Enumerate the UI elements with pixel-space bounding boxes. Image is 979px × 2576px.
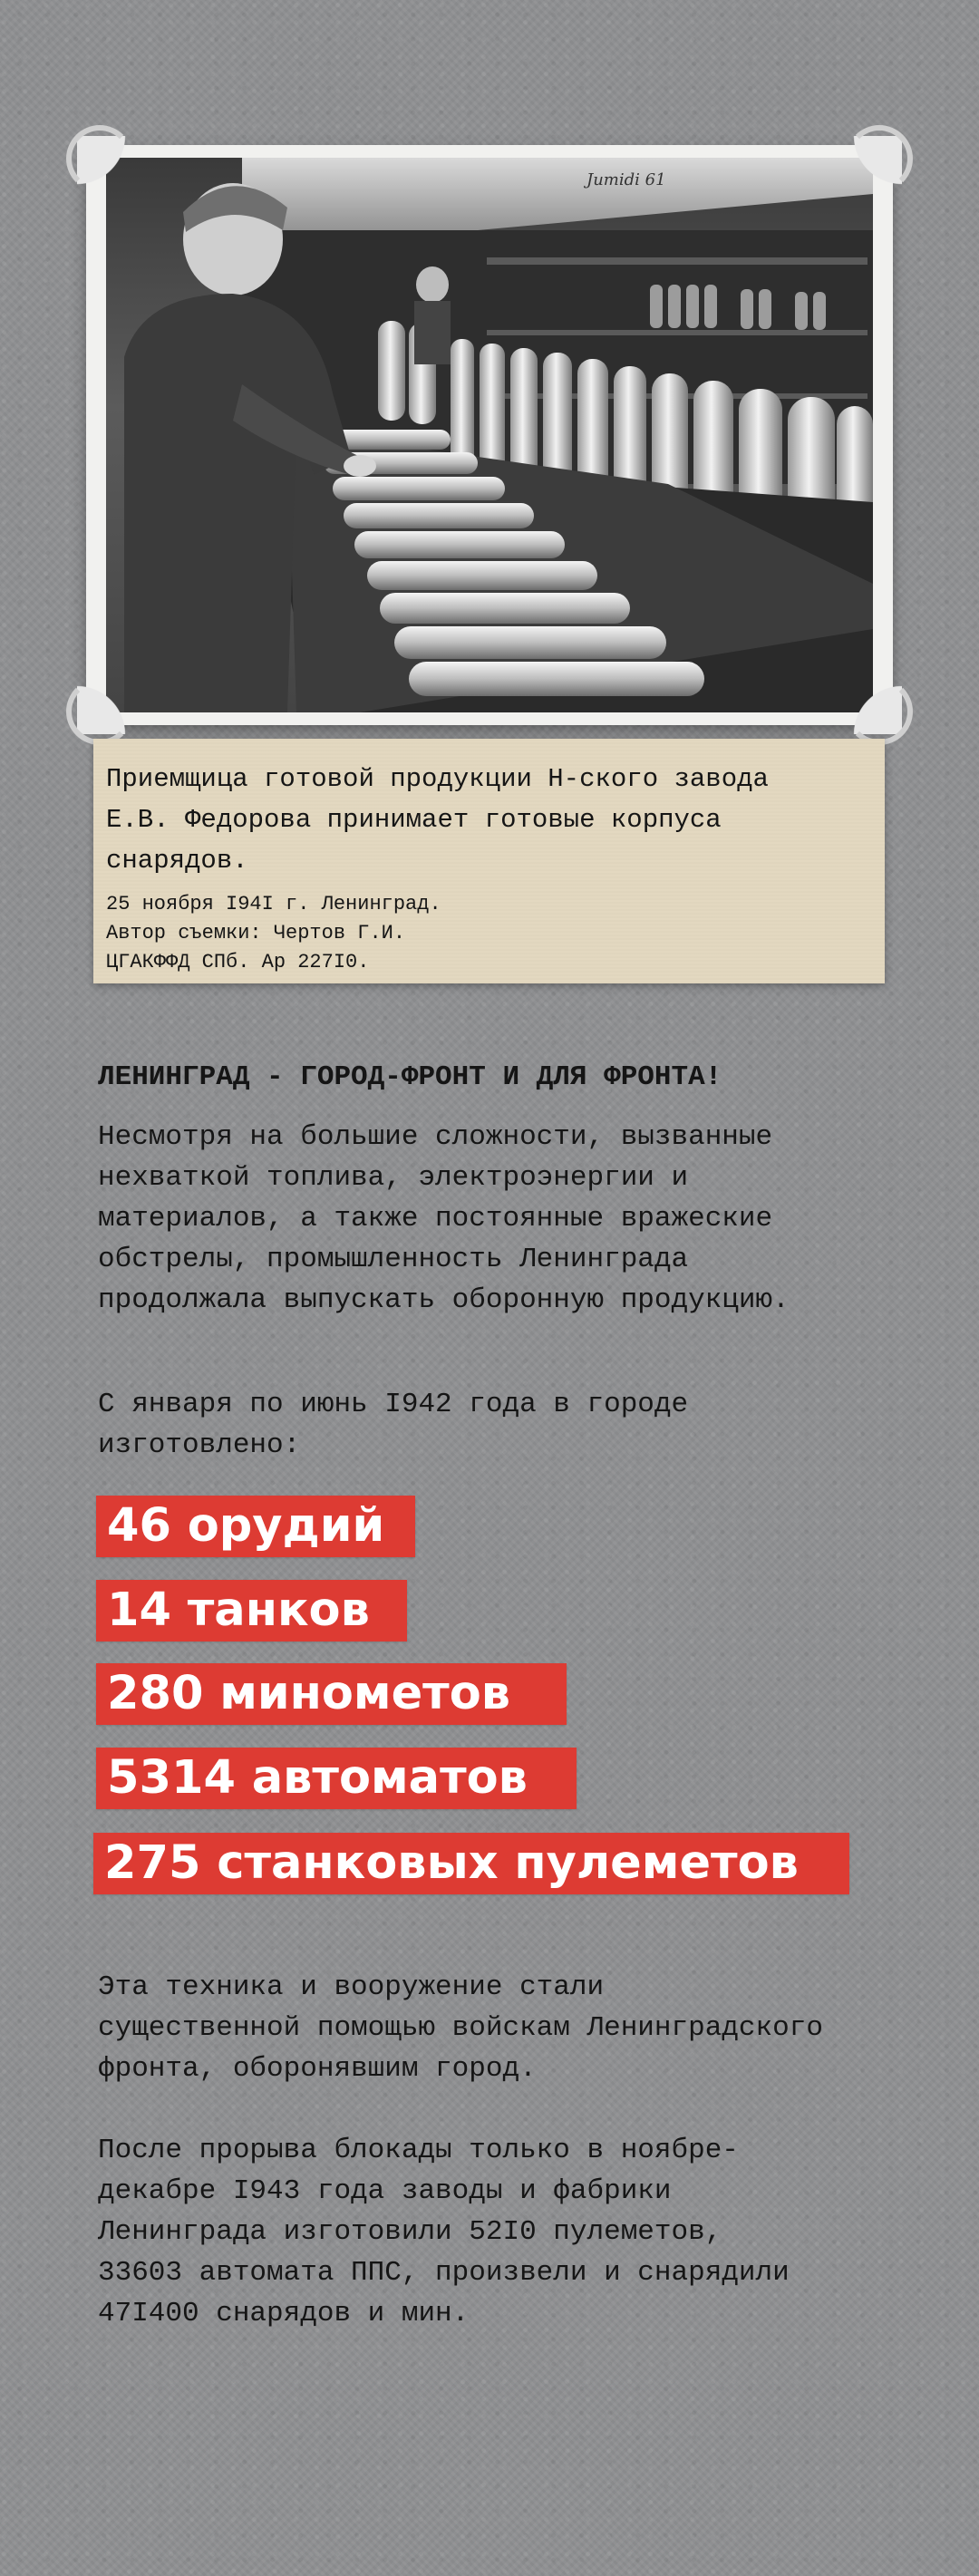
stat-submachine-guns: 5314 автоматов	[96, 1748, 577, 1809]
section-heading: ЛЕНИНГРАД - ГОРОД-ФРОНТ И ДЛЯ ФРОНТА!	[98, 1061, 722, 1093]
photo-inscription: Jumidi 61	[586, 170, 666, 189]
photo-corner-ring	[846, 125, 913, 192]
stat-heavy-machine-guns: 275 станковых пулеметов	[93, 1833, 849, 1894]
intro-paragraph: Несмотря на большие сложности, вызванные нехваткой топлива, электроэнергии и материалов, а также постоянные вражеские обстрелы, промышленность Ленинграда продолжала выпускать оборонную продукцию.	[98, 1121, 790, 1316]
stat-guns: 46 орудий	[96, 1496, 415, 1557]
photo-corner-ring	[66, 125, 133, 192]
photo-corner-ring	[66, 678, 133, 745]
post-blockade-paragraph: После прорыва блокады только в ноябре- декабре I943 года заводы и фабрики Ленинграда изготовили 52I0 пулеметов, 33603 автомата ППС, произвели и снарядили 47I400 снарядов и мин.	[98, 2135, 790, 2329]
archive-photo-card	[86, 145, 893, 725]
caption-source-details: 25 ноября I94I г. Ленинград. Автор съемки: Чертов Г.И. ЦГАКФФД СПб. Ар 227I0.	[106, 893, 441, 973]
stat-mortars: 280 минометов	[96, 1663, 567, 1725]
factory-worker-shells-photo	[106, 158, 873, 712]
photo-caption-card	[93, 739, 885, 983]
support-paragraph: Эта техника и вооружение стали существенной помощью войскам Ленинградского фронта, оборонявшим город.	[98, 1971, 823, 2085]
caption-description: Приемщица готовой продукции Н-ского завода Е.В. Федорова принимает готовые корпуса снарядов.	[106, 764, 769, 876]
photo-corner-ring	[846, 678, 913, 745]
production-lead-paragraph: С января по июнь I942 года в городе изготовлено:	[98, 1389, 689, 1461]
stat-tanks: 14 танков	[96, 1580, 407, 1641]
